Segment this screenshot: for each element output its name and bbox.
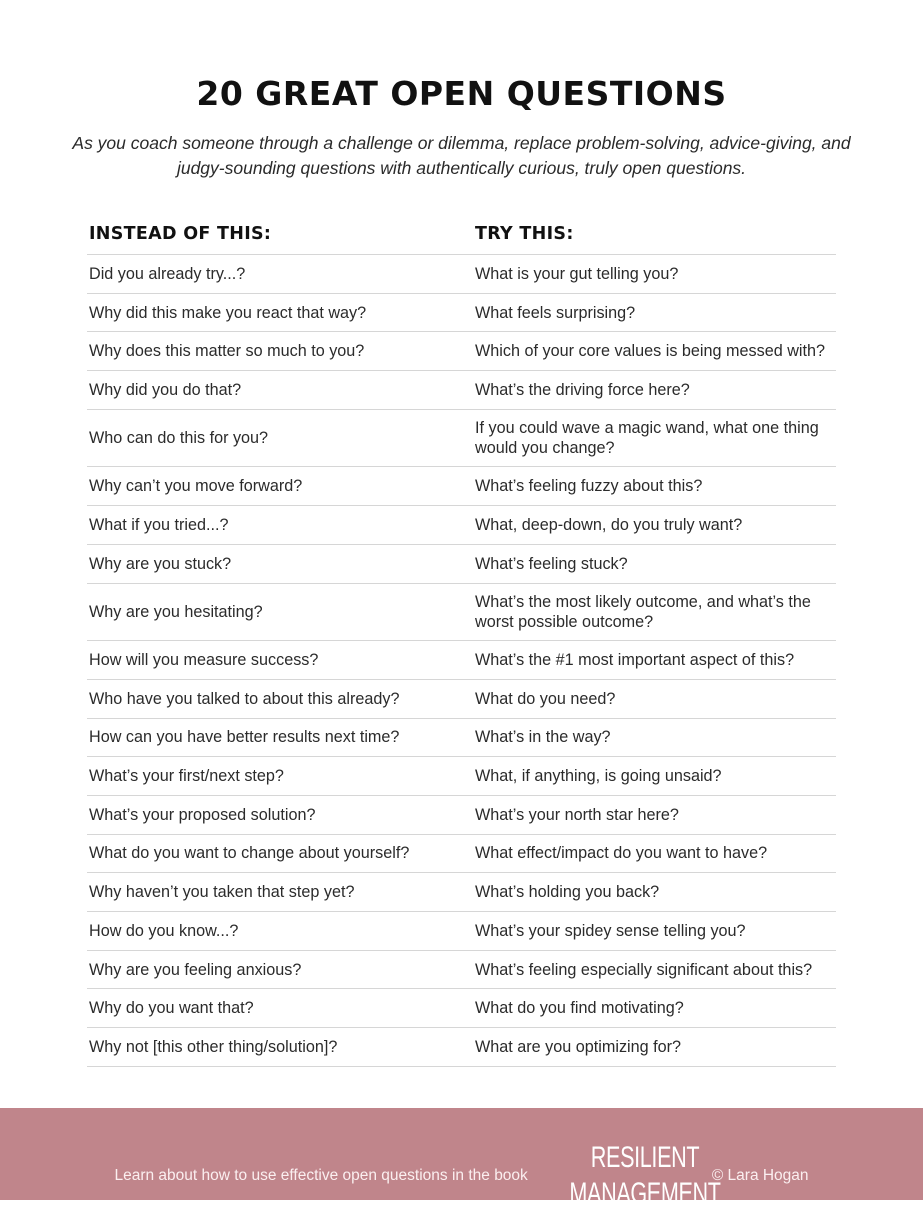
table-row [87, 757, 836, 796]
book-title-logo: RESILIENT MANAGEMENT [569, 1141, 721, 1210]
footer-text: Learn about how to use effective open questions in the book [114, 1167, 528, 1184]
instead-question: How do you know...? [89, 921, 239, 940]
try-question: What do you need? [475, 689, 616, 708]
instead-question: Why are you hesitating? [89, 602, 263, 621]
instead-question: Why did you do that? [89, 380, 242, 399]
table-row [87, 410, 836, 468]
table-row [87, 584, 836, 642]
table-row [87, 796, 836, 835]
try-question: What’s the driving force here? [475, 380, 690, 399]
instead-question: What’s your first/next step? [89, 767, 284, 786]
instead-question: How can you have better results next time? [89, 728, 400, 747]
instead-question: What if you tried...? [89, 515, 229, 534]
try-question: What’s the most likely outcome, and what’s the worst possible outcome? [475, 592, 811, 631]
table-row [87, 719, 836, 758]
instead-question: Did you already try...? [89, 264, 246, 283]
instead-question: What’s your proposed solution? [89, 805, 316, 824]
try-question: What’s your spidey sense telling you? [475, 921, 746, 940]
try-question: What, if anything, is going unsaid? [475, 767, 722, 786]
instead-question: Why does this matter so much to you? [89, 342, 365, 361]
table-row [87, 545, 836, 584]
try-question: If you could wave a magic wand, what one thing would you change? [475, 419, 819, 458]
table-row [87, 371, 836, 410]
table-row [87, 835, 836, 874]
table-row [87, 467, 836, 506]
try-question: What are you optimizing for? [475, 1037, 682, 1056]
instead-question: Why are you feeling anxious? [89, 960, 302, 979]
table-row [87, 873, 836, 912]
instead-question: Who can do this for you? [89, 429, 269, 448]
instead-question: How will you measure success? [89, 651, 319, 670]
footer-banner [0, 1108, 923, 1210]
table-row [87, 912, 836, 951]
try-question: What effect/impact do you want to have? [475, 844, 768, 863]
table-row [87, 680, 836, 719]
column-header-try: TRY THIS: [475, 224, 574, 244]
try-question: What feels surprising? [475, 303, 636, 322]
try-question: What is your gut telling you? [475, 264, 679, 283]
instead-question: Why not [this other thing/solution]? [89, 1037, 338, 1056]
table-row [87, 332, 836, 371]
try-question: What’s holding you back? [475, 883, 660, 902]
instead-question: Who have you talked to about this already? [89, 689, 400, 708]
instead-question: Why can’t you move forward? [89, 477, 303, 496]
table-row [87, 294, 836, 333]
table-row [87, 951, 836, 990]
instead-question: What do you want to change about yourself? [89, 844, 410, 863]
table-row [87, 1028, 836, 1067]
instead-question: Why are you stuck? [89, 554, 232, 573]
column-header-instead: INSTEAD OF THIS: [89, 224, 272, 244]
table-row [87, 506, 836, 545]
try-question: What’s feeling especially significant about this? [475, 960, 813, 979]
questions-table [87, 254, 836, 1067]
instead-question: Why do you want that? [89, 999, 254, 1018]
try-question: What’s feeling fuzzy about this? [475, 477, 703, 496]
page-title: 20 GREAT OPEN QUESTIONS [196, 74, 727, 113]
try-question: What do you find motivating? [475, 999, 684, 1018]
instead-question: Why did this make you react that way? [89, 303, 367, 322]
footer-copyright: © Lara Hogan [711, 1167, 809, 1184]
try-question: What’s in the way? [475, 728, 611, 747]
page-subtitle: As you coach someone through a challenge or dilemma, replace problem-solving, advice-giving, and judgy-sounding questions with authentically curious, truly open questions. [72, 133, 851, 178]
try-question: What’s your north star here? [475, 805, 679, 824]
instead-question: Why haven’t you taken that step yet? [89, 883, 355, 902]
table-row [87, 989, 836, 1028]
try-question: Which of your core values is being messed with? [475, 342, 825, 361]
try-question: What, deep-down, do you truly want? [475, 515, 743, 534]
try-question: What’s the #1 most important aspect of this? [475, 651, 795, 670]
table-row [87, 255, 836, 294]
try-question: What’s feeling stuck? [475, 554, 628, 573]
table-row [87, 641, 836, 680]
